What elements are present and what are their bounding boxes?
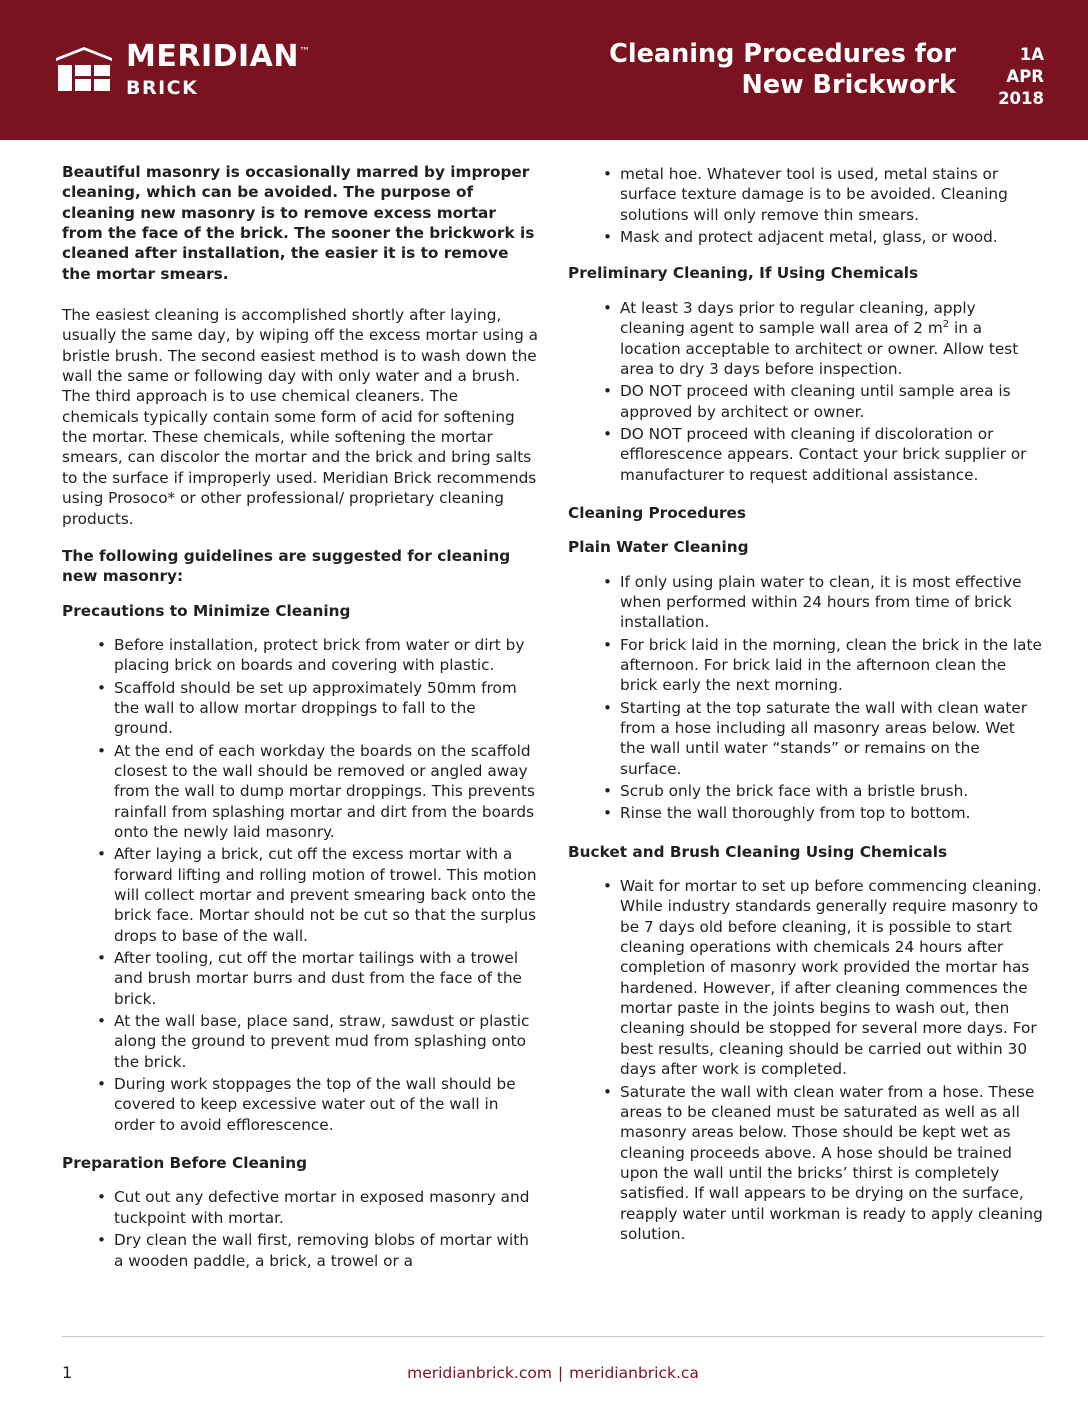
document-header xyxy=(0,0,1088,140)
logo-svg xyxy=(56,47,112,93)
list-item: • During work stoppages the top of the wall should be covered to keep excessive water out of the wall in order to avoid efflorescence. xyxy=(98,1074,538,1135)
precautions-list xyxy=(62,635,538,1135)
list-item: • Scrub only the brick face with a bristle brush. xyxy=(604,781,1044,801)
document-title xyxy=(311,39,983,101)
document-year: 2018 xyxy=(998,88,1044,108)
list-item: • DO NOT proceed with cleaning if discoloration or efflorescence appears. Contact your brick supplier or manufacturer to request additional assistance. xyxy=(604,424,1044,485)
cleaning-procedures-heading: Cleaning Procedures xyxy=(568,503,747,522)
document-number: 1A xyxy=(1019,45,1044,64)
list-item: • Cut out any defective mortar in exposed masonry and tuckpoint with mortar. xyxy=(98,1187,538,1228)
document-meta xyxy=(982,44,1044,109)
brand-logo xyxy=(56,39,311,99)
list-item: • At the wall base, place sand, straw, sawdust or plastic along the ground to prevent mud from splashing onto the brick. xyxy=(98,1011,538,1072)
list-item: • DO NOT proceed with cleaning until sample area is approved by architect or owner. xyxy=(604,381,1044,422)
website-link-ca[interactable]: meridianbrick.ca xyxy=(569,1363,699,1382)
list-item: • Starting at the top saturate the wall with clean water from a hose including all masonry areas below. Wet the wall until water “stands” or remains on the surface. xyxy=(604,698,1044,779)
brand-subname: BRICK xyxy=(126,77,199,99)
continuation-text: • metal hoe. Whatever tool is used, metal stains or surface texture damage is to be avoided. Cleaning solutions will only remove thin smears. xyxy=(604,164,1044,225)
document-footer xyxy=(62,1336,1044,1408)
list-item xyxy=(604,298,1044,379)
plain-water-cleaning-heading: Plain Water Cleaning xyxy=(568,538,749,557)
preparation-heading: Preparation Before Cleaning xyxy=(62,1154,308,1173)
preparation-list xyxy=(62,1187,538,1270)
trademark-symbol: ™ xyxy=(299,45,311,58)
list-item: • Saturate the wall with clean water from a hose. These areas to be cleaned must be saturated as well as all masonry areas below. Those should be kept wet as cleaning proceeds above. A hose should be trained upon the wall until the bricks’ thirst is completely satisfied. If wall appears to be drying on the surface, reapply water until workman is ready to apply cleaning solution. xyxy=(604,1082,1044,1245)
list-item: • After tooling, cut off the mortar tailings with a trowel and brush mortar burrs and dust from the face of the brick. xyxy=(98,948,538,1009)
list-item: • Scaffold should be set up approximately 50mm from the wall to allow mortar droppings to fall to the ground. xyxy=(98,678,538,739)
brand-wordmark xyxy=(126,39,311,99)
list-item: • After laying a brick, cut off the excess mortar with a forward lifting and rolling motion of trowel. This motion will collect mortar and prevent smearing back onto the brick face. Mortar should not be cut so that the surplus drops to base of the wall. xyxy=(98,844,538,946)
list-item: • At the end of each workday the boards on the scaffold closest to the wall should be removed or angled away from the wall to dump mortar droppings. This prevents rainfall from splashing mortar and dirt from the boards onto the newly laid masonry. xyxy=(98,741,538,843)
preliminary-cleaning-list xyxy=(568,298,1044,485)
website-link-us[interactable]: meridianbrick.com xyxy=(407,1363,552,1382)
right-column xyxy=(568,162,1044,1336)
preliminary-cleaning-heading: Preliminary Cleaning, If Using Chemicals xyxy=(568,264,919,283)
lead-paragraph: Beautiful masonry is occasionally marred by improper cleaning, which can be avoided. The purpose of cleaning new masonry is to remove excess mortar from the face of the brick. The sooner the brickwork is cleaned after installation, the easier it is to remove the mortar smears. xyxy=(62,163,535,283)
list-item: • If only using plain water to clean, it is most effective when performed within 24 hours from time of brick installation. xyxy=(604,572,1044,633)
list-item: • Dry clean the wall first, removing blobs of mortar with a wooden paddle, a brick, a trowel or a xyxy=(98,1230,538,1271)
continuation-list xyxy=(568,164,1044,247)
list-item: • Mask and protect adjacent metal, glass, or wood. xyxy=(604,227,1044,247)
precautions-heading: Precautions to Minimize Cleaning xyxy=(62,601,351,620)
list-item: • Before installation, protect brick from water or dirt by placing brick on boards and covering with plastic. xyxy=(98,635,538,676)
brand-name xyxy=(126,39,311,74)
footer-separator: | xyxy=(557,1363,564,1382)
list-item: • For brick laid in the morning, clean the brick in the late afternoon. For brick laid in the afternoon clean the brick early the next morning. xyxy=(604,635,1044,696)
bucket-brush-list xyxy=(568,876,1044,1244)
list-item-text: At least 3 days prior to regular cleaning, apply cleaning agent to sample wall area of 2 $m^2$ in a location acceptable to architect or owner. Allow test area to dry 3 days before inspection. xyxy=(620,298,1019,378)
page-number: 1 xyxy=(62,1363,73,1382)
document-title-line1: Cleaning Procedures for xyxy=(609,38,956,69)
document-month: APR xyxy=(1006,66,1044,86)
brand-name-text: MERIDIAN xyxy=(126,39,299,74)
list-item: • Rinse the wall thoroughly from top to bottom. xyxy=(604,803,1044,823)
document-title-line2: New Brickwork xyxy=(741,70,956,100)
plain-water-list xyxy=(568,572,1044,824)
intro-paragraph: The easiest cleaning is accomplished shortly after laying, usually the same day, by wiping off the excess mortar using a bristle brush. The second easiest method is to wash down the wall the same or following day with only water and a brush. The third approach is to use chemical cleaners. The chemicals typically contain some form of acid for softening the mortar. These chemicals, while softening the mortar smears, can discolor the mortar and the brick and bring salts to the surface if improperly used. Meridian Brick recommends using Prosoco* or other professional/ proprietary cleaning products. xyxy=(62,306,539,528)
document-body xyxy=(0,140,1088,1336)
meridian-brick-logo-icon xyxy=(56,47,112,93)
bucket-brush-heading: Bucket and Brush Cleaning Using Chemicals xyxy=(568,842,948,861)
list-item: • Wait for mortar to set up before commencing cleaning. While industry standards generally require masonry to be 7 days old before cleaning, it is possible to start cleaning operations with chemicals 24 hours after completion of masonry work provided the mortar has hardened. However, if after cleaning commences the mortar paste in the joints begins to wash out, then cleaning should be stopped for several more days. For best results, cleaning should be carried out within 30 days after work is completed. xyxy=(604,876,1044,1079)
guidelines-heading: The following guidelines are suggested for cleaning new masonry: xyxy=(62,546,511,586)
left-column xyxy=(62,162,538,1336)
footer-links xyxy=(62,1364,1044,1382)
